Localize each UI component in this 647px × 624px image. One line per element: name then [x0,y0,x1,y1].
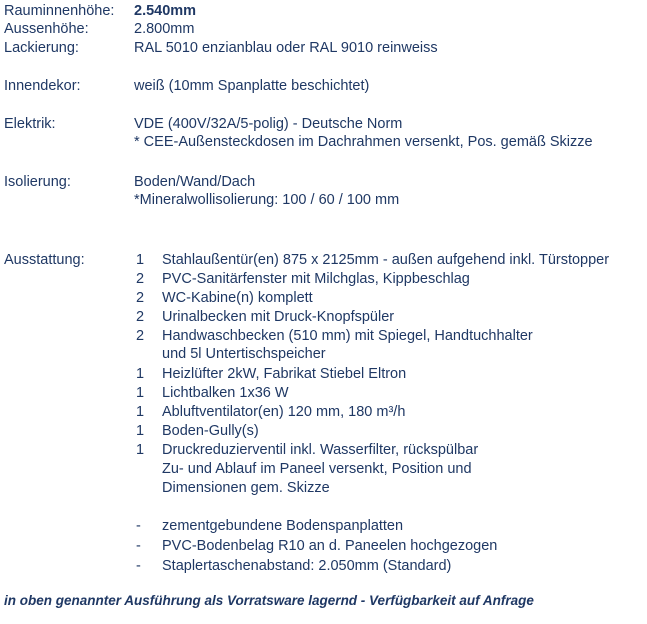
equipment-item: WC-Kabine(n) komplett [162,290,313,306]
spec-value-lackierung: RAL 5010 enzianblau oder RAL 9010 reinweiss [134,40,438,56]
spec-value-isolierung-2: *Mineralwollisolierung: 100 / 60 / 100 mm [134,192,400,208]
spec-value-aussenhoehe: 2.800mm [134,21,195,37]
equipment-qty: 1 [136,366,145,382]
equipment-item: Heizlüfter 2kW, Fabrikat Stiebel Eltron [162,366,407,382]
equipment-label: Ausstattung: [4,252,85,268]
spec-label-aussenhoehe: Aussenhöhe: [4,21,89,37]
extra-dash: - [136,558,141,574]
equipment-item: Handwaschbecken (510 mm) mit Spiegel, Handtuchhalter [162,328,533,344]
equipment-qty: 2 [136,328,145,344]
equipment-item: PVC-Sanitärfenster mit Milchglas, Kippbeschlag [162,271,470,287]
equipment-qty: 1 [136,404,145,420]
spec-label-rauminnenhoehe: Rauminnenhöhe: [4,3,115,19]
spec-label-elektrik: Elektrik: [4,116,56,132]
equipment-qty: 1 [136,423,145,439]
equipment-qty: 2 [136,290,145,306]
equipment-qty: 1 [136,385,145,401]
equipment-item-continuation: Zu- und Ablauf im Paneel versenkt, Position und [162,461,472,477]
equipment-item: Stahlaußentür(en) 875 x 2125mm - außen aufgehend inkl. Türstopper [162,252,610,268]
spec-value-elektrik-2: * CEE-Außensteckdosen im Dachrahmen versenkt, Pos. gemäß Skizze [134,134,593,150]
spec-value-innendekor: weiß (10mm Spanplatte beschichtet) [134,78,370,94]
equipment-item-continuation: Dimensionen gem. Skizze [162,480,330,496]
spec-label-lackierung: Lackierung: [4,40,79,56]
equipment-item-continuation: und 5l Untertischspeicher [162,346,326,362]
equipment-item: Abluftventilator(en) 120 mm, 180 m³/h [162,404,406,420]
extra-item: Staplertaschenabstand: 2.050mm (Standard) [162,558,452,574]
extra-item: zementgebundene Bodenspanplatten [162,518,404,534]
equipment-item: Druckreduzierventil inkl. Wasserfilter, rückspülbar [162,442,479,458]
extra-dash: - [136,538,141,554]
spec-value-rauminnenhoehe: 2.540mm [134,3,197,19]
equipment-qty: 2 [136,309,145,325]
spec-label-isolierung: Isolierung: [4,174,71,190]
extra-item: PVC-Bodenbelag R10 an d. Paneelen hochgezogen [162,538,498,554]
equipment-item: Lichtbalken 1x36 W [162,385,289,401]
spec-label-innendekor: Innendekor: [4,78,81,94]
equipment-item: Boden-Gully(s) [162,423,259,439]
equipment-qty: 1 [136,442,145,458]
spec-value-elektrik-1: VDE (400V/32A/5-polig) - Deutsche Norm [134,116,403,132]
equipment-item: Urinalbecken mit Druck-Knopfspüler [162,309,395,325]
equipment-qty: 1 [136,252,145,268]
equipment-qty: 2 [136,271,145,287]
availability-note: in oben genannter Ausführung als Vorratsware lagernd - Verfügbarkeit auf Anfrage [4,593,534,608]
spec-value-isolierung-1: Boden/Wand/Dach [134,174,256,190]
extra-dash: - [136,518,141,534]
